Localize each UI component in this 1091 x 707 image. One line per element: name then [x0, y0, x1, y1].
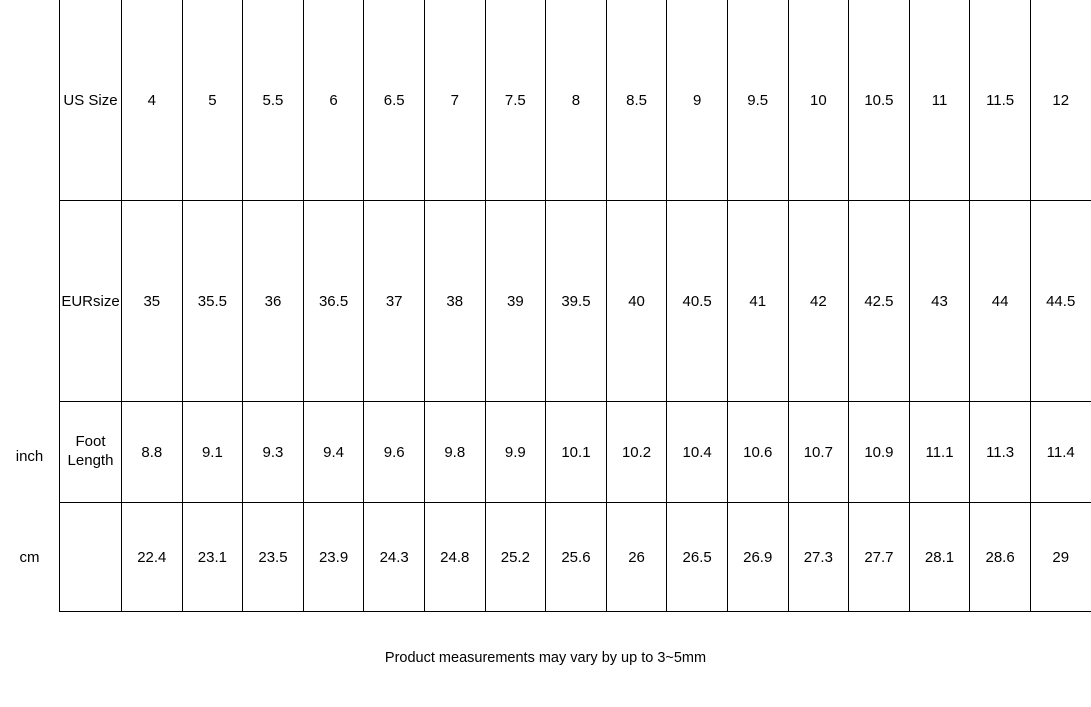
cell-us-size: 11.5	[970, 0, 1031, 201]
cell-us-size: 5.5	[243, 0, 304, 201]
cell-us-size: 12	[1030, 0, 1091, 201]
cell-foot-length-cm: 25.2	[485, 503, 546, 612]
cell-foot-length-cm: 24.8	[424, 503, 485, 612]
cell-eur-size: 44.5	[1030, 201, 1091, 402]
cell-foot-length-inch: 10.6	[727, 402, 788, 503]
table-row-eur-size	[60, 201, 1091, 402]
cell-eur-size: 36	[243, 201, 304, 402]
cell-foot-length-inch: 9.9	[485, 402, 546, 503]
row-header-foot-length-cm-spacer	[60, 503, 122, 612]
cell-foot-length-inch: 9.3	[243, 402, 304, 503]
cell-foot-length-inch: 9.4	[303, 402, 364, 503]
row-header-foot-length	[60, 402, 122, 503]
cell-us-size: 10.5	[849, 0, 910, 201]
cell-eur-size: 42	[788, 201, 849, 402]
cell-us-size: 7.5	[485, 0, 546, 201]
cell-foot-length-cm: 27.3	[788, 503, 849, 612]
cell-us-size: 7	[424, 0, 485, 201]
cell-foot-length-inch: 10.7	[788, 402, 849, 503]
cell-eur-size: 35.5	[182, 201, 243, 402]
unit-label-inch: inch	[15, 448, 44, 465]
table-row-foot-length-cm	[60, 503, 1091, 612]
row-header-foot-length-line2: Length	[67, 452, 114, 469]
cell-us-size: 4	[122, 0, 183, 201]
cell-foot-length-inch: 10.4	[667, 402, 728, 503]
cell-eur-size: 37	[364, 201, 425, 402]
row-header-foot-length-line1: Foot	[75, 433, 106, 451]
cell-eur-size: 40.5	[667, 201, 728, 402]
cell-us-size: 8.5	[606, 0, 667, 201]
cell-foot-length-inch: 8.8	[122, 402, 183, 503]
cell-foot-length-cm: 26.5	[667, 503, 728, 612]
cell-foot-length-inch: 11.4	[1030, 402, 1091, 503]
cell-foot-length-inch: 10.2	[606, 402, 667, 503]
cell-foot-length-cm: 26.9	[727, 503, 788, 612]
cell-foot-length-inch: 9.8	[424, 402, 485, 503]
cell-us-size: 5	[182, 0, 243, 201]
cell-foot-length-cm: 22.4	[122, 503, 183, 612]
cell-foot-length-cm: 28.6	[970, 503, 1031, 612]
cell-eur-size: 44	[970, 201, 1031, 402]
cell-foot-length-inch: 10.9	[849, 402, 910, 503]
table-row-foot-length-inch	[60, 402, 1091, 503]
cell-us-size: 8	[546, 0, 607, 201]
cell-foot-length-inch: 11.3	[970, 402, 1031, 503]
cell-eur-size: 41	[727, 201, 788, 402]
cell-eur-size: 36.5	[303, 201, 364, 402]
cell-us-size: 9.5	[727, 0, 788, 201]
cell-eur-size: 42.5	[849, 201, 910, 402]
unit-label-cm: cm	[19, 549, 40, 566]
table-row-us-size	[60, 0, 1091, 201]
measurement-disclaimer: Product measurements may vary by up to 3~5mm	[384, 650, 707, 666]
cell-us-size: 9	[667, 0, 728, 201]
cell-us-size: 11	[909, 0, 970, 201]
cell-eur-size: 43	[909, 201, 970, 402]
cell-foot-length-inch: 11.1	[909, 402, 970, 503]
shoe-size-table	[59, 0, 1091, 612]
cell-foot-length-cm: 27.7	[849, 503, 910, 612]
cell-us-size: 6.5	[364, 0, 425, 201]
cell-foot-length-inch: 9.1	[182, 402, 243, 503]
cell-foot-length-inch: 9.6	[364, 402, 425, 503]
cell-foot-length-cm: 23.9	[303, 503, 364, 612]
cell-foot-length-cm: 26	[606, 503, 667, 612]
cell-foot-length-inch: 10.1	[546, 402, 607, 503]
row-header-us-size: US Size	[60, 0, 122, 201]
cell-foot-length-cm: 29	[1030, 503, 1091, 612]
cell-eur-size: 38	[424, 201, 485, 402]
cell-foot-length-cm: 28.1	[909, 503, 970, 612]
cell-eur-size: 40	[606, 201, 667, 402]
row-header-eur-size: EURsize	[60, 201, 122, 402]
cell-us-size: 6	[303, 0, 364, 201]
cell-eur-size: 39	[485, 201, 546, 402]
cell-foot-length-cm: 23.1	[182, 503, 243, 612]
cell-foot-length-cm: 23.5	[243, 503, 304, 612]
cell-foot-length-cm: 25.6	[546, 503, 607, 612]
cell-foot-length-cm: 24.3	[364, 503, 425, 612]
cell-us-size: 10	[788, 0, 849, 201]
cell-eur-size: 35	[122, 201, 183, 402]
cell-eur-size: 39.5	[546, 201, 607, 402]
